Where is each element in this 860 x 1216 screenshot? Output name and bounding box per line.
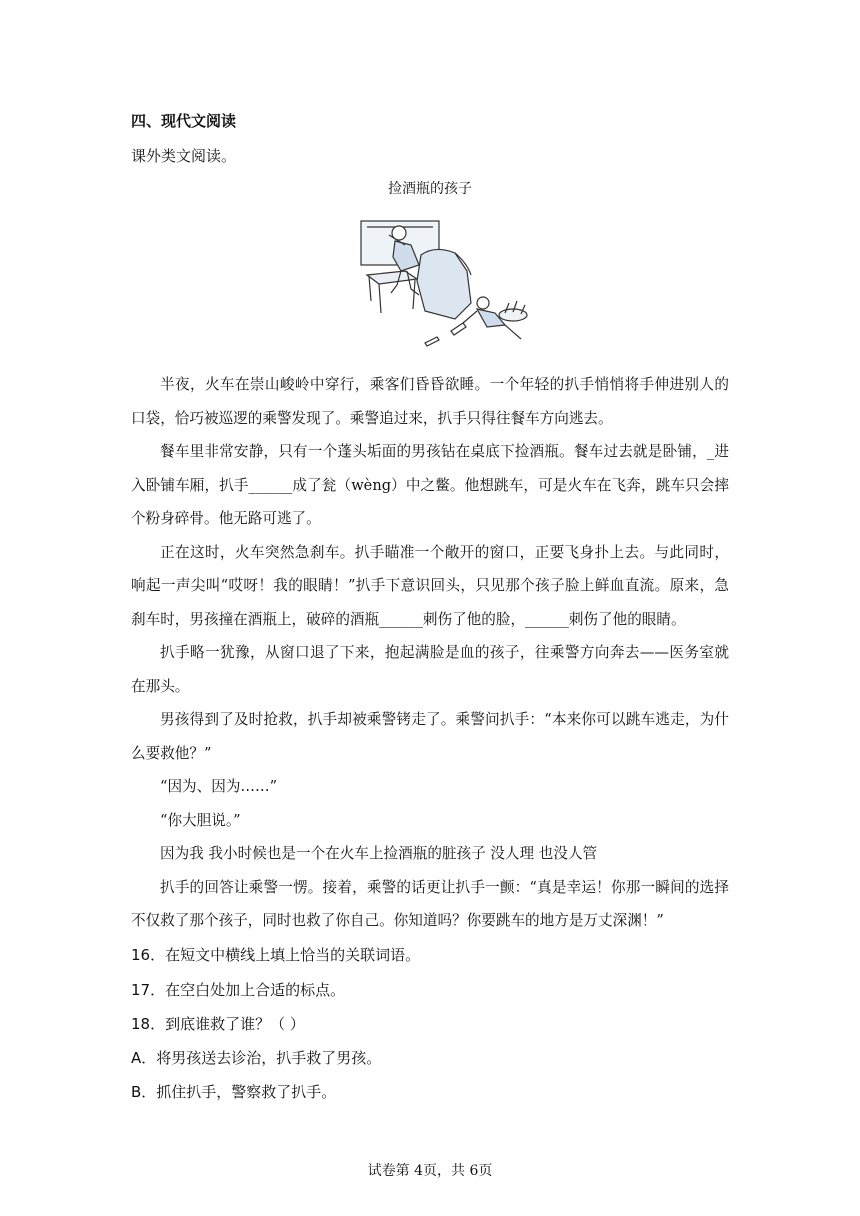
story-paragraph: 扒手的回答让乘警一愣。接着，乘警的话更让扒手一颤：“真是幸运！你那一瞬间的选择不仅救了那个孩子，同时也救了你自己。你知道吗？你要跳车的地方是万丈深渊！” (131, 878, 729, 929)
story-title: 捡酒瓶的孩子 (388, 181, 472, 197)
story-paragraph: 男孩得到了及时抢救，扒手却被乘警铐走了。乘警问扒手：“本来你可以跳车逃走，为什么要救他？” (131, 711, 729, 762)
question-18: 18．到底谁救了谁？（ ） (131, 1015, 305, 1033)
story-paragraph: 餐车里非常安静，只有一个蓬头垢面的男孩钻在桌底下捡酒瓶。餐车过去就是卧铺，_进入卧铺车厢，扒手______成了瓮（wèng）中之鳖。他想跳车，可是火车在飞奔，跳车只会摔个粉身碎骨。他无路可逃了。 (131, 443, 729, 527)
story-paragraph: “你大胆说。” (160, 811, 241, 829)
section-heading: 四、现代文阅读 (131, 112, 237, 130)
story-paragraph: “因为、因为……” (160, 778, 278, 795)
story-paragraph: 半夜，火车在崇山峻岭中穿行，乘客们昏昏欲睡。一个年轻的扒手悄悄将手伸进别人的口袋，恰巧被巡逻的乘警发现了。乘警追过来，扒手只得往餐车方向逃去。 (131, 376, 729, 427)
reading-intro: 课外类文阅读。 (131, 147, 237, 165)
page-footer: 试卷第 4页，共 6页 (367, 1163, 493, 1179)
story-paragraph: 因为我 我小时候也是一个在火车上捡酒瓶的脏孩子 没人理 也没人管 (160, 845, 598, 862)
option-a: A．将男孩送去诊治，扒手救了男孩。 (131, 1049, 382, 1067)
story-illustration (355, 215, 533, 350)
story-paragraph: 扒手略一犹豫，从窗口退了下来，抱起满脸是血的孩子，往乘警方向奔去——医务室就在那头。 (131, 644, 729, 695)
question-16: 16．在短文中横线上填上恰当的关联词语。 (131, 946, 421, 964)
question-17: 17．在空白处加上合适的标点。 (131, 981, 346, 999)
story-body (131, 368, 729, 938)
story-paragraph: 正在这时，火车突然急刹车。扒手瞄准一个敞开的窗口，正要飞身扑上去。与此同时，响起一声尖叫“哎呀！我的眼睛！”扒手下意识回头，只见那个孩子脸上鲜血直流。原来，急刹车时，男孩撞在酒瓶上，破碎的酒瓶______刺伤了他的脸，______刺伤了他的眼睛。 (131, 543, 729, 628)
option-b: B．抓住扒手，警察救了扒手。 (131, 1083, 337, 1101)
